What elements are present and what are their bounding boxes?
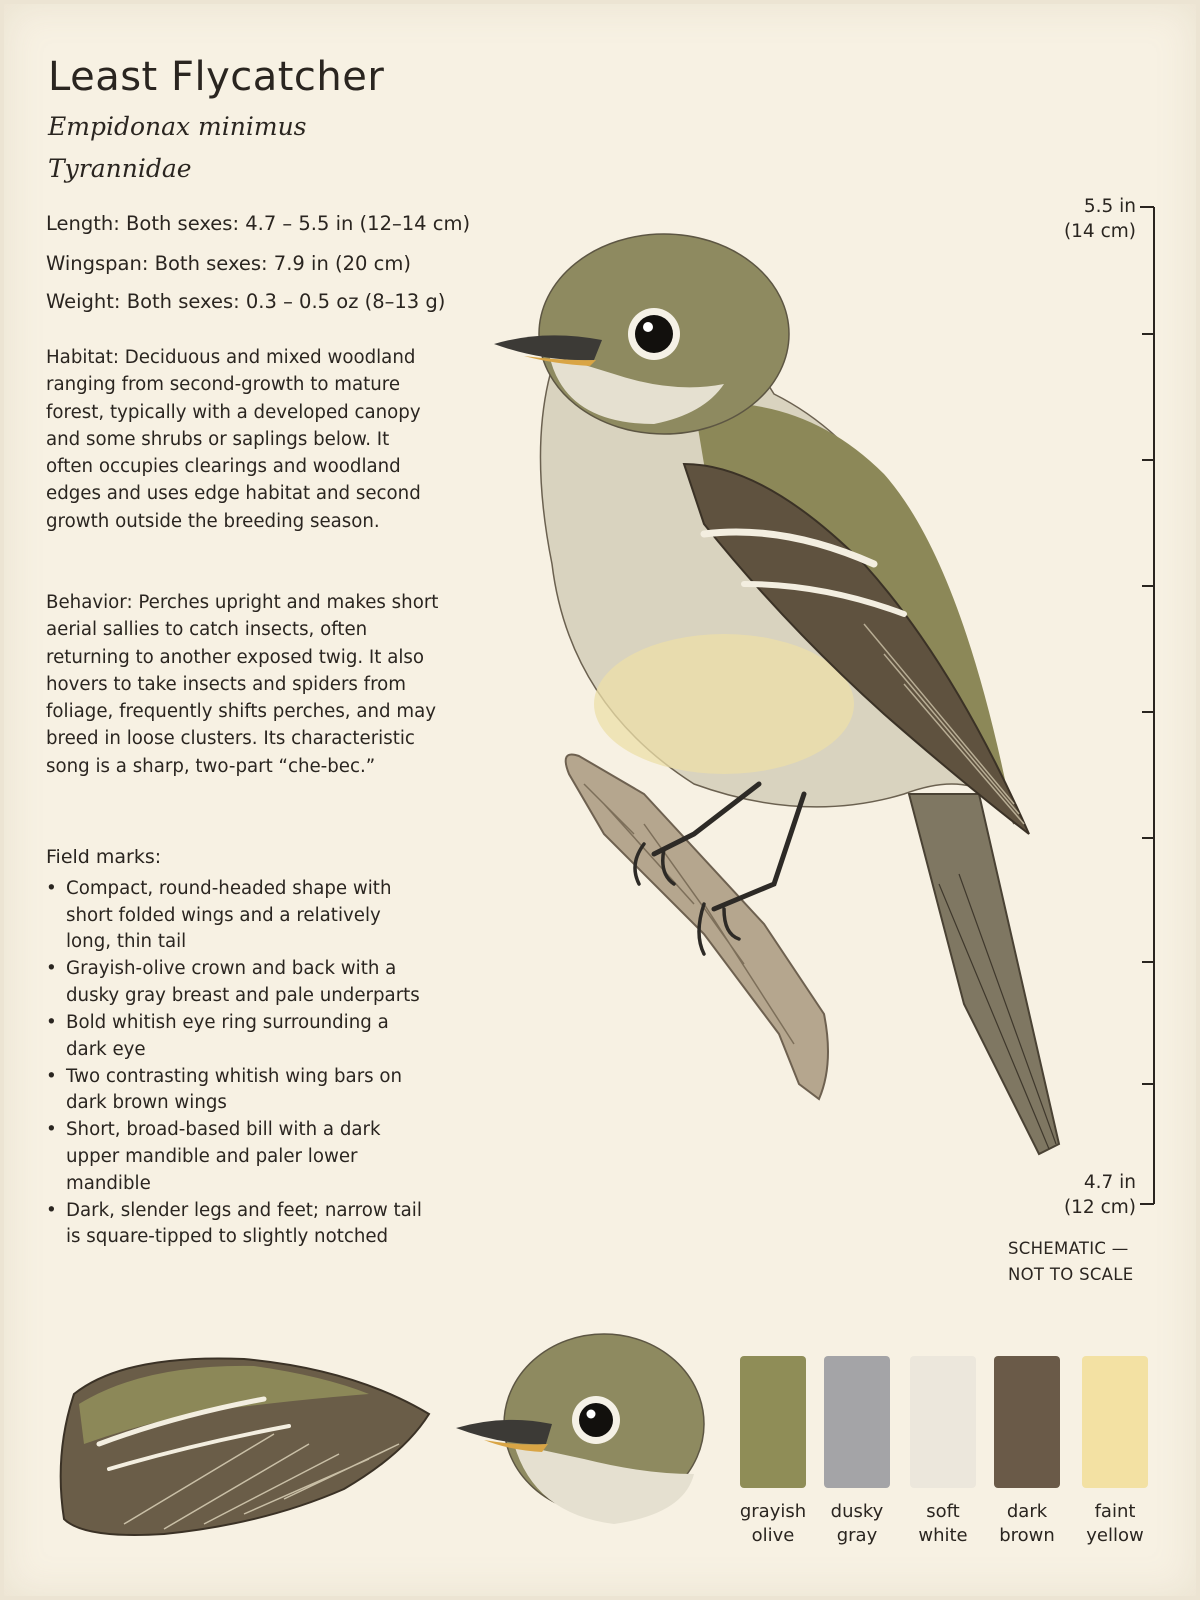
field-mark-item: • Grayish-olive crown and back with a dusky gray breast and pale underparts xyxy=(46,958,420,1006)
swatch-dark-brown xyxy=(994,1356,1060,1488)
weight-measurement: Weight: Both sexes: 0.3 – 0.5 oz (8–13 g) xyxy=(46,290,446,313)
wingspan-measurement: Wingspan: Both sexes: 7.9 in (20 cm) xyxy=(46,252,411,275)
scale-bottom-label: 4.7 in (12 cm) xyxy=(1063,1172,1136,1218)
bullet-icon: • xyxy=(46,1011,57,1033)
swatch-faint-yellow xyxy=(1082,1356,1148,1488)
field-marks-heading: Field marks: xyxy=(46,846,162,868)
family-name: Tyrannidae xyxy=(48,154,192,183)
swatch-label: grayish olive xyxy=(739,1501,807,1546)
scale-top-label: 5.5 in (14 cm) xyxy=(1063,196,1136,242)
swatch-label: faint yellow xyxy=(1086,1501,1144,1546)
swatch-grayish-olive xyxy=(740,1356,806,1488)
field-mark-item: • Two contrasting whitish wing bars on dark brown wings xyxy=(46,1065,403,1114)
bullet-icon: • xyxy=(46,1119,57,1141)
bullet-icon: • xyxy=(46,1199,57,1221)
swatch-soft-white xyxy=(910,1356,976,1488)
behavior-paragraph: Behavior: Perches upright and makes short aerial sallies to catch insects, often returning to another exposed twig. It also hovers to take insects and spiders from foliage, frequently shifts perches, and may breed in loose clusters. Its characteristic song is a sharp, two-part “che-bec.” xyxy=(46,592,439,777)
habitat-paragraph: Habitat: Deciduous and mixed woodland ranging from second-growth to mature forest, typically with a developed canopy and some shrubs or saplings below. It often occupies clearings and woodland edges and uses edge habitat and second growth outside the breeding season. xyxy=(46,347,421,532)
swatch-label: dark brown xyxy=(999,1501,1055,1546)
field-mark-item: • Short, broad-based bill with a dark upper mandible and paler lower mandible xyxy=(46,1119,381,1194)
bullet-icon: • xyxy=(46,958,57,980)
swatch-label: soft white xyxy=(918,1501,968,1546)
swatch-label: dusky gray xyxy=(830,1501,884,1546)
field-mark-item: • Bold whitish eye ring surrounding a dark eye xyxy=(46,1011,389,1060)
length-measurement: Length: Both sexes: 4.7 – 5.5 in (12–14 cm) xyxy=(46,212,471,235)
field-mark-item: • Compact, round-headed shape with short folded wings and a relatively long, thin tail xyxy=(46,878,392,953)
field-mark-item: • Dark, slender legs and feet; narrow tail is square-tipped to slightly notched xyxy=(46,1199,422,1248)
swatch-dusky-gray xyxy=(824,1356,890,1488)
bullet-icon: • xyxy=(46,1065,57,1087)
field-guide-page xyxy=(4,4,1196,1596)
schematic-note: SCHEMATIC — NOT TO SCALE xyxy=(1008,1239,1134,1284)
bullet-icon: • xyxy=(46,878,57,899)
common-name-title: Least Flycatcher xyxy=(48,54,385,100)
scientific-name: Empidonax minimus xyxy=(48,112,307,141)
